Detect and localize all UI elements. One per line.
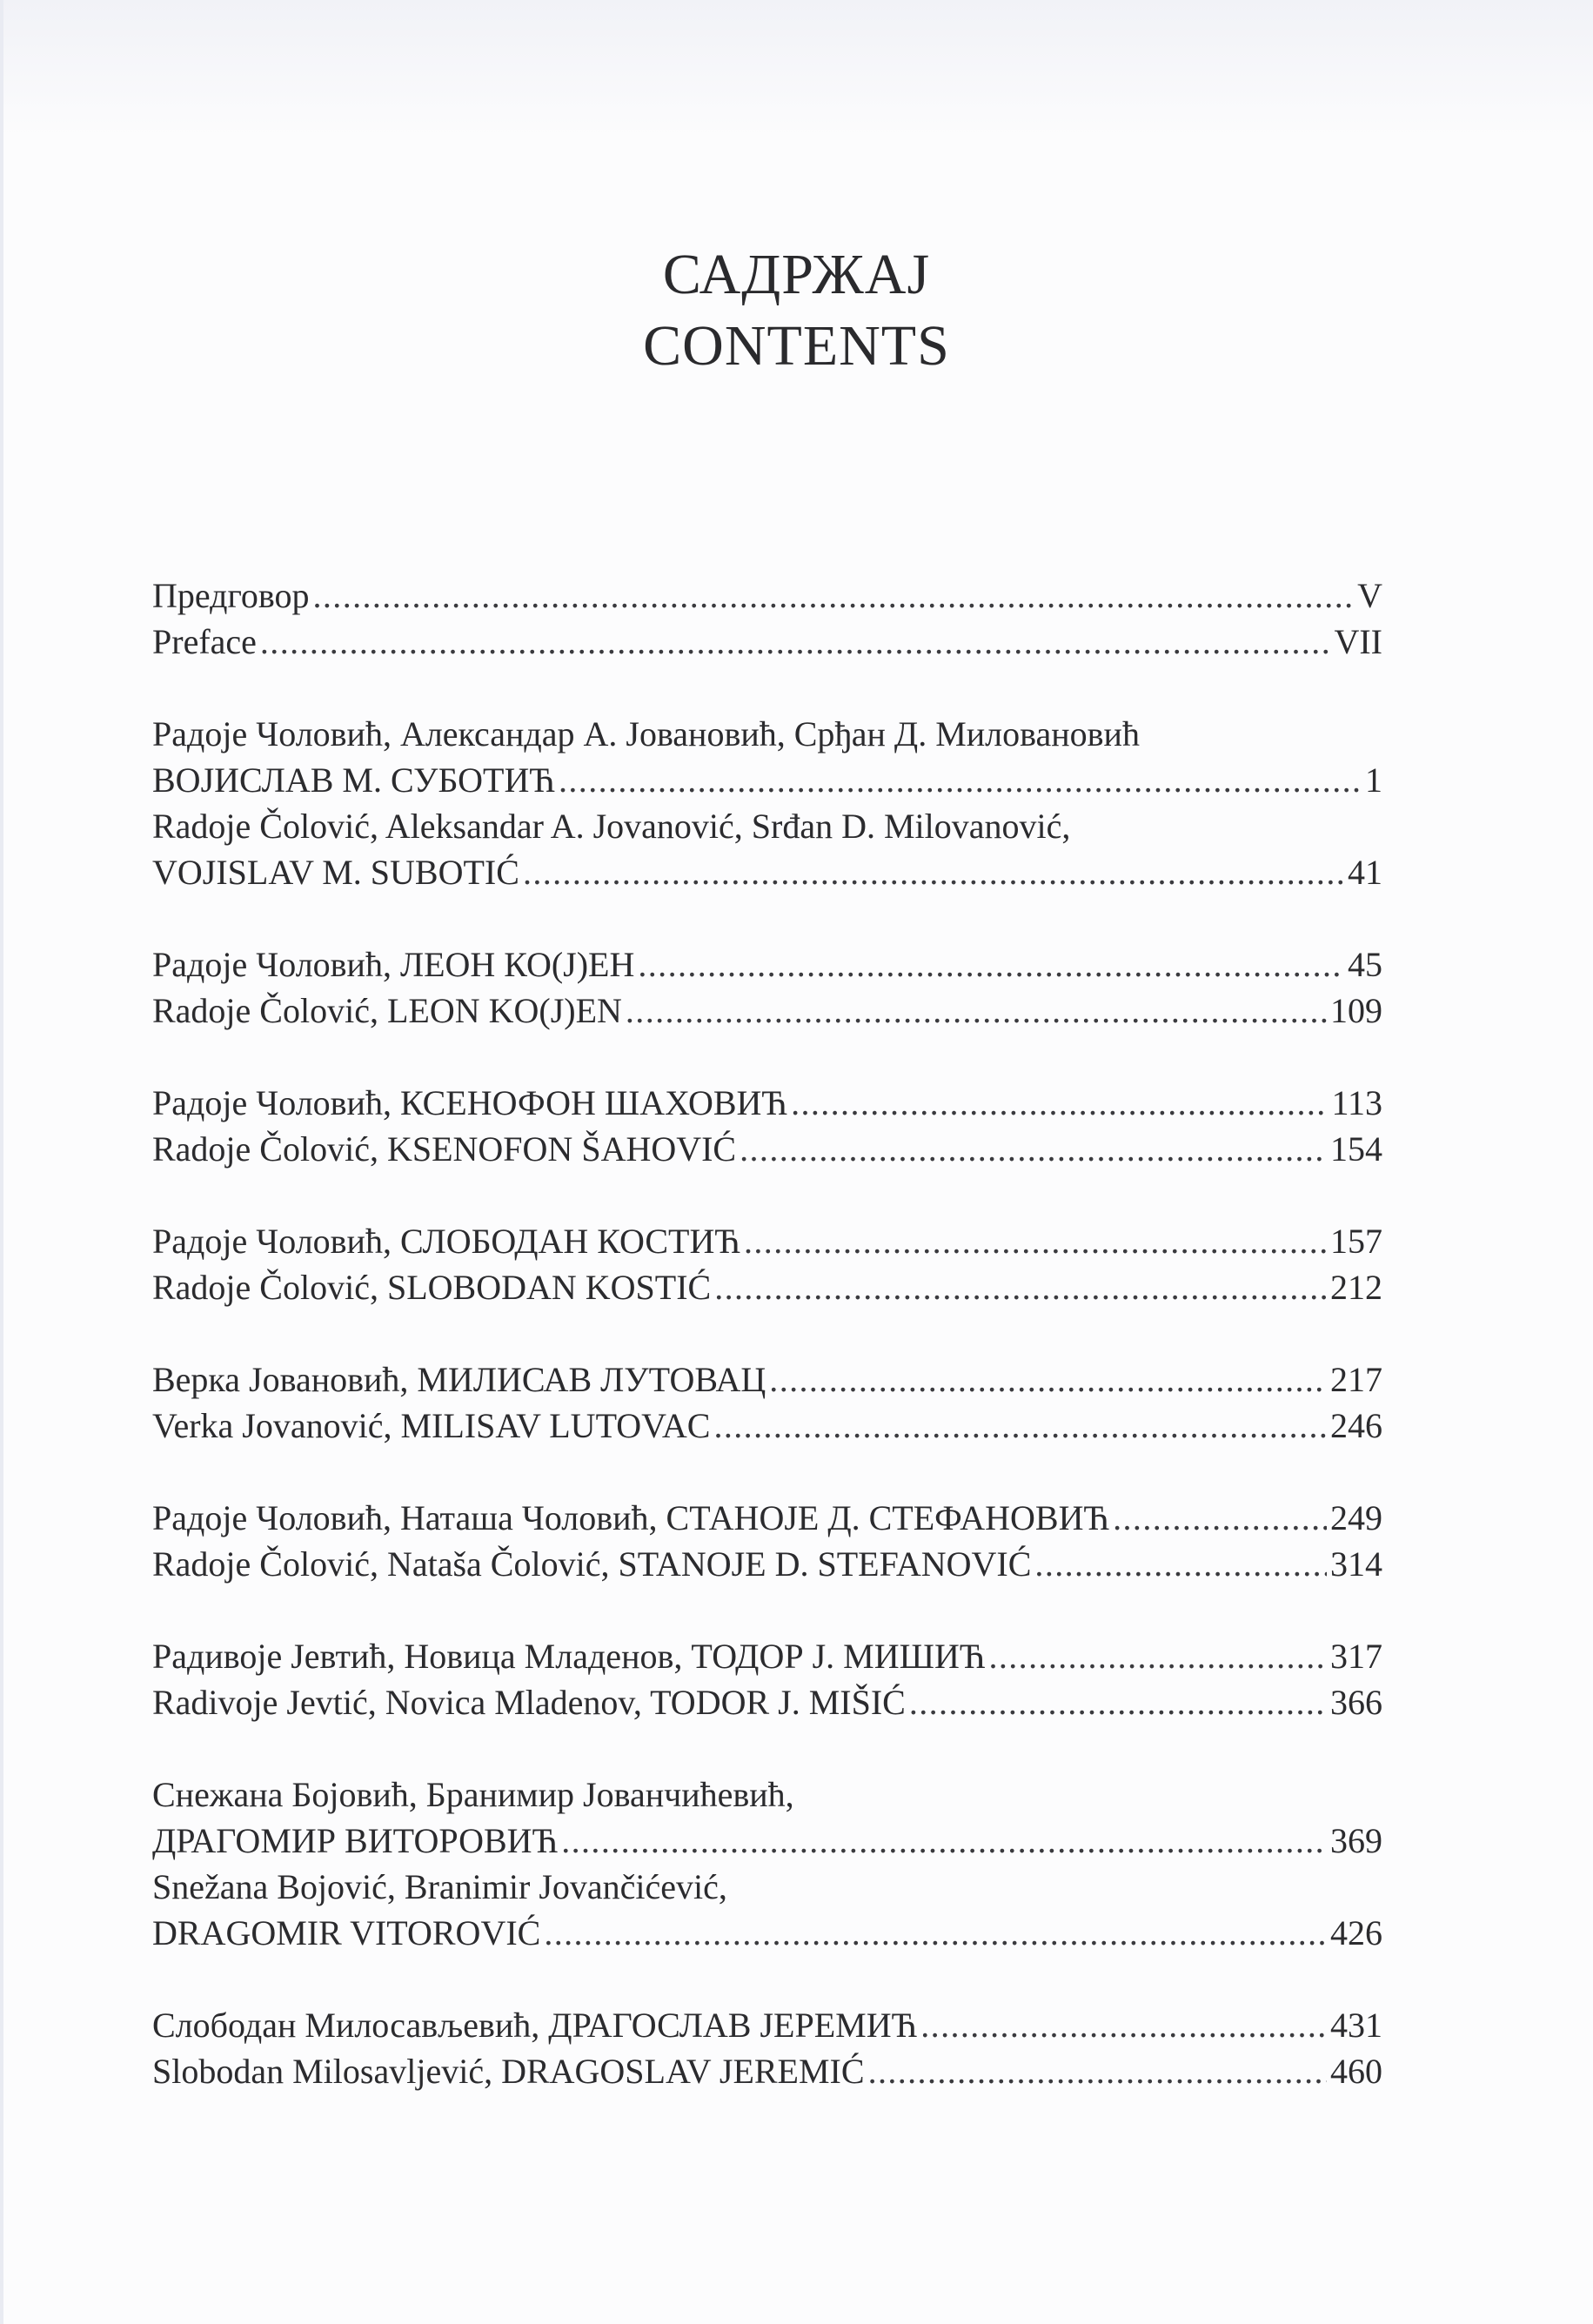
toc-entry-title: Слободан Милосављевић, ДРАГОСЛАВ ЈЕРЕМИЋ [152, 2006, 918, 2045]
toc-entry-title: Радивоје Јевтић, Новица Младенов, ТОДОР Ј. МИШИЋ [152, 1637, 986, 1676]
toc-entry-title: Preface [152, 622, 257, 661]
dot-leader [740, 1126, 1327, 1172]
dot-leader [868, 2048, 1327, 2094]
dot-leader [626, 988, 1327, 1034]
dot-leader [713, 1403, 1327, 1449]
toc-entry-line[interactable] [152, 1218, 1382, 1264]
toc-entry-group [152, 1218, 1382, 1310]
toc-entry-group [152, 1356, 1382, 1449]
dot-leader [909, 1679, 1327, 1725]
toc-page-number: VII [1334, 622, 1382, 661]
toc-entry-line[interactable] [152, 1910, 1382, 1956]
toc-entry-title: Верка Јовановић, МИЛИСАВ ЛУТОВАЦ [152, 1360, 766, 1399]
toc-entry-group [152, 941, 1382, 1034]
toc-entry-title: Радоје Чоловић, ЛЕОН КО(Ј)ЕН [152, 945, 635, 984]
toc-page-number: V [1357, 576, 1382, 615]
dot-leader [638, 941, 1344, 988]
toc-entry-group [152, 711, 1382, 895]
toc-page-number: 314 [1330, 1544, 1382, 1584]
toc-author-line [152, 1864, 1382, 1910]
toc-entry-title: Радоје Чоловић, КСЕНОФОН ШАХОВИЋ [152, 1083, 788, 1122]
toc-entry-group [152, 1633, 1382, 1725]
toc-entry-line[interactable] [152, 1126, 1382, 1172]
dot-leader [1113, 1495, 1327, 1541]
toc-entry-title: ДРАГОМИР ВИТОРОВИЋ [152, 1821, 559, 1860]
toc-entry-group [152, 1080, 1382, 1172]
toc-entry-title: ВОЈИСЛАВ М. СУБОТИЋ [152, 760, 555, 800]
toc-entry-line[interactable] [152, 1264, 1382, 1310]
dot-leader [313, 573, 1355, 619]
toc-entry-group [152, 2002, 1382, 2094]
toc-page-number: 460 [1330, 2052, 1382, 2091]
toc-entry-title: Радоје Чоловић, СЛОБОДАН КОСТИЋ [152, 1222, 740, 1261]
toc-entry-line[interactable] [152, 757, 1382, 803]
table-of-contents [152, 573, 1382, 2140]
toc-entry-line[interactable] [152, 2048, 1382, 2094]
dot-leader [559, 757, 1362, 803]
toc-entry-line[interactable] [152, 573, 1382, 619]
toc-entry-line[interactable] [152, 1679, 1382, 1725]
dot-leader [544, 1910, 1327, 1956]
toc-entry-line[interactable] [152, 1633, 1382, 1679]
toc-authors: Снежана Бојовић, Бранимир Јованчићевић, [152, 1775, 794, 1814]
toc-page-number: 246 [1330, 1406, 1382, 1445]
toc-author-line [152, 711, 1382, 757]
toc-page-number: 217 [1330, 1360, 1382, 1399]
toc-page-number: 431 [1330, 2006, 1382, 2045]
dot-leader [920, 2002, 1327, 2048]
toc-entry-line[interactable] [152, 988, 1382, 1034]
toc-entry-line[interactable] [152, 1818, 1382, 1864]
toc-entry-line[interactable] [152, 1356, 1382, 1403]
toc-authors: Snežana Bojović, Branimir Jovančićević, [152, 1867, 727, 1906]
dot-leader [769, 1356, 1327, 1403]
toc-entry-title: VOJISLAV M. SUBOTIĆ [152, 853, 519, 892]
toc-entry-title: Radoje Čolović, KSENOFON ŠAHOVIĆ [152, 1129, 737, 1169]
toc-page-number: 1 [1365, 760, 1382, 800]
toc-front-matter [152, 573, 1382, 665]
toc-entry-title: Radivoje Jevtić, Novica Mladenov, TODOR J. MIŠIĆ [152, 1683, 906, 1722]
toc-entry-title: Radoje Čolović, Nataša Čolović, STANOJE D. STEFANOVIĆ [152, 1544, 1032, 1584]
dot-leader [523, 849, 1344, 895]
toc-authors: Радоје Чоловић, Александар А. Јовановић, Срђан Д. Миловановић [152, 714, 1140, 753]
dot-leader [1034, 1541, 1327, 1587]
dot-leader [744, 1218, 1327, 1264]
toc-page-number: 113 [1331, 1083, 1382, 1122]
toc-entry-line[interactable] [152, 1080, 1382, 1126]
toc-entry-title: Radoje Čolović, LEON KO(J)EN [152, 991, 622, 1030]
toc-entry-line[interactable] [152, 2002, 1382, 2048]
toc-entry-line[interactable] [152, 1403, 1382, 1449]
toc-page-number: 212 [1330, 1268, 1382, 1307]
dot-leader [561, 1818, 1327, 1864]
page-title-serbian: САДРЖАЈ [662, 243, 931, 306]
toc-author-line [152, 1771, 1382, 1818]
toc-entry-line[interactable] [152, 1541, 1382, 1587]
toc-page-number: 157 [1330, 1222, 1382, 1261]
toc-authors: Radoje Čolović, Aleksandar A. Jovanović, Srđan D. Milovanović, [152, 807, 1071, 846]
toc-entries [152, 711, 1382, 2094]
toc-entry-line[interactable] [152, 1495, 1382, 1541]
toc-entry-line[interactable] [152, 619, 1382, 665]
toc-page-number: 426 [1330, 1913, 1382, 1952]
toc-entry-title: Radoje Čolović, SLOBODAN KOSTIĆ [152, 1268, 712, 1307]
toc-entry-title: DRAGOMIR VITOROVIĆ [152, 1913, 541, 1952]
toc-page-number: 109 [1330, 991, 1382, 1030]
toc-page-number: 249 [1330, 1498, 1382, 1537]
toc-page-number: 369 [1330, 1821, 1382, 1860]
toc-entry-title: Предговор [152, 576, 310, 615]
toc-entry-group [152, 1495, 1382, 1587]
toc-page-number: 45 [1348, 945, 1382, 984]
toc-entry-group [152, 1771, 1382, 1956]
dot-leader [791, 1080, 1328, 1126]
toc-entry-title: Радоје Чоловић, Наташа Чоловић, СТАНОЈЕ Д. СТЕФАНОВИЋ [152, 1498, 1110, 1537]
toc-page-number: 317 [1330, 1637, 1382, 1676]
toc-entry-title: Slobodan Milosavljević, DRAGOSLAV JEREMIĆ [152, 2052, 865, 2091]
scan-shadow [0, 0, 1593, 139]
toc-entry-title: Verka Jovanović, MILISAV LUTOVAC [152, 1406, 711, 1445]
dot-leader [988, 1633, 1327, 1679]
toc-entry-line[interactable] [152, 941, 1382, 988]
dot-leader [714, 1264, 1327, 1310]
toc-page-number: 154 [1330, 1129, 1382, 1169]
dot-leader [260, 619, 1331, 665]
toc-entry-line[interactable] [152, 849, 1382, 895]
toc-page-number: 366 [1330, 1683, 1382, 1722]
toc-author-line [152, 803, 1382, 849]
page-title-english: CONTENTS [643, 314, 950, 378]
toc-page-number: 41 [1348, 853, 1382, 892]
